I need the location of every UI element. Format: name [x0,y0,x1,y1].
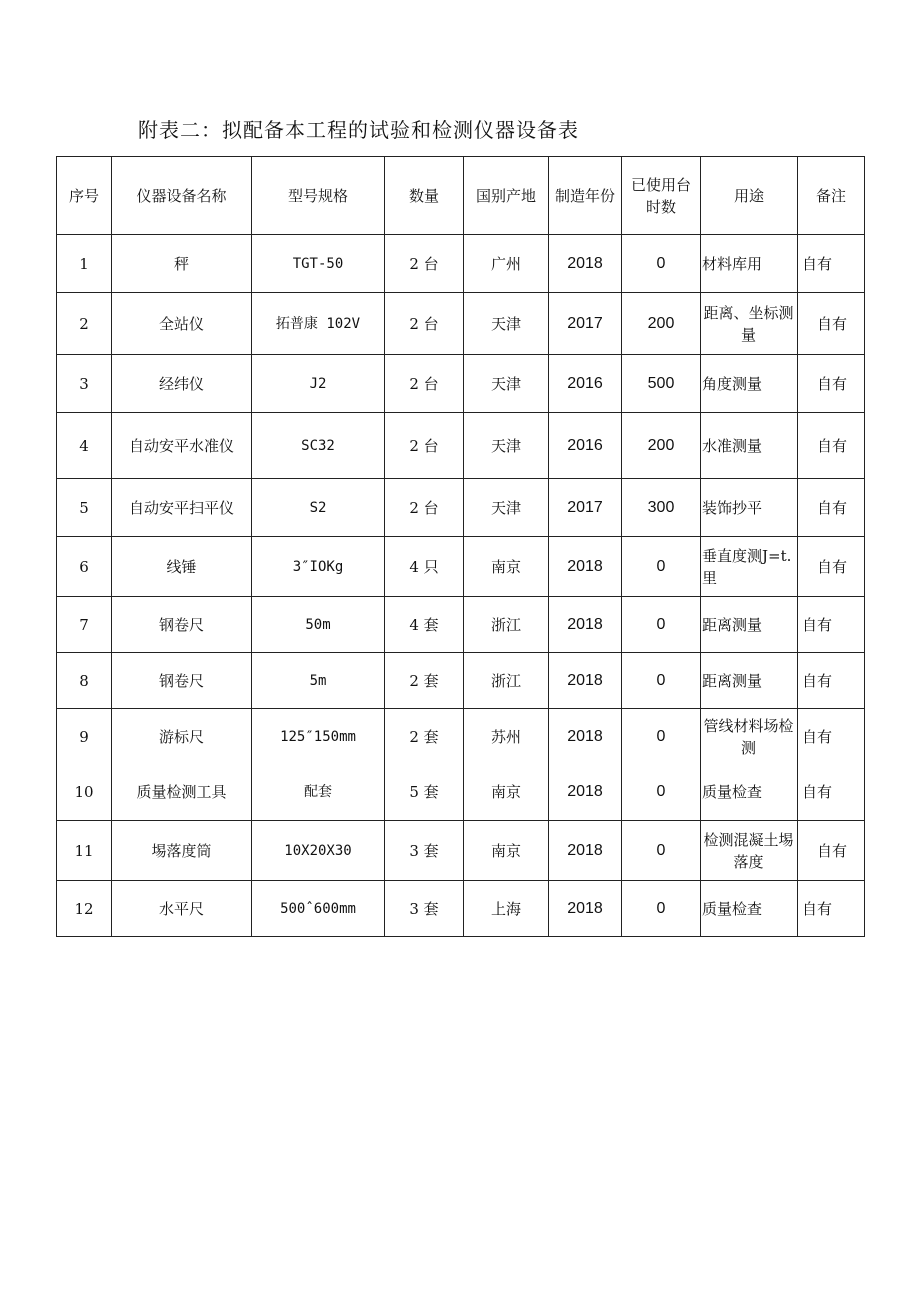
cell-year: 2016 [549,413,622,479]
cell-model: 配套 [252,765,385,821]
cell-qty: 4 套 [385,597,464,653]
cell-name: 钢卷尺 [112,597,252,653]
cell-model: SC32 [252,413,385,479]
cell-model: TGT-50 [252,235,385,293]
cell-year: 2016 [549,355,622,413]
table-row [57,821,865,881]
cell-qty: 4 只 [385,537,464,597]
cell-no: 1 [57,235,112,293]
cell-qty: 2 台 [385,235,464,293]
header-model: 型号规格 [252,157,385,235]
cell-year: 2018 [549,765,622,821]
cell-origin: 南京 [464,537,549,597]
cell-use: 水准测量 [701,413,798,479]
cell-qty: 2 台 [385,413,464,479]
cell-year: 2017 [549,293,622,355]
cell-use: 垂直度测J=t.里 [701,537,798,597]
cell-note: 自有 [798,537,865,597]
page-title: 附表二：拟配备本工程的试验和检测仪器设备表 [138,118,579,142]
cell-model: J2 [252,355,385,413]
table-row [57,293,865,355]
cell-year: 2018 [549,881,622,937]
cell-note: 自有 [798,235,865,293]
cell-year: 2018 [549,653,622,709]
cell-year: 2018 [549,597,622,653]
cell-use: 检测混凝土埸落度 [701,821,798,881]
table-row [57,709,865,765]
cell-use: 装饰抄平 [701,479,798,537]
cell-hours: 200 [622,413,701,479]
cell-note: 自有 [798,653,865,709]
cell-name: 自动安平水准仪 [112,413,252,479]
table-row [57,479,865,537]
cell-origin: 天津 [464,355,549,413]
cell-qty: 2 台 [385,293,464,355]
cell-name: 游标尺 [112,709,252,765]
header-year: 制造年份 [549,157,622,235]
cell-hours: 200 [622,293,701,355]
table-row [57,765,865,821]
cell-qty: 5 套 [385,765,464,821]
header-note: 备注 [798,157,865,235]
cell-origin: 南京 [464,821,549,881]
cell-hours: 0 [622,597,701,653]
table-row [57,537,865,597]
cell-hours: 0 [622,653,701,709]
cell-origin: 上海 [464,881,549,937]
cell-note: 自有 [798,413,865,479]
cell-origin: 广州 [464,235,549,293]
cell-hours: 0 [622,537,701,597]
table-row [57,653,865,709]
cell-hours: 0 [622,765,701,821]
cell-qty: 2 台 [385,479,464,537]
cell-origin: 浙江 [464,653,549,709]
cell-hours: 0 [622,709,701,765]
cell-use: 距离、坐标测量 [701,293,798,355]
cell-no: 2 [57,293,112,355]
cell-qty: 2 台 [385,355,464,413]
table-header-row [57,157,865,235]
cell-name: 全站仪 [112,293,252,355]
cell-hours: 0 [622,881,701,937]
cell-origin: 天津 [464,479,549,537]
cell-model: 3″IOKg [252,537,385,597]
cell-no: 9 [57,709,112,765]
header-use: 用途 [701,157,798,235]
cell-model: 125″150mm [252,709,385,765]
cell-no: 7 [57,597,112,653]
cell-year: 2018 [549,235,622,293]
table-row [57,881,865,937]
cell-year: 2018 [549,709,622,765]
cell-model: S2 [252,479,385,537]
cell-hours: 500 [622,355,701,413]
cell-use: 角度测量 [701,355,798,413]
cell-origin: 苏州 [464,709,549,765]
cell-no: 10 [57,765,112,821]
cell-hours: 300 [622,479,701,537]
cell-no: 6 [57,537,112,597]
cell-no: 4 [57,413,112,479]
cell-note: 自有 [798,881,865,937]
cell-qty: 2 套 [385,709,464,765]
cell-name: 质量检测工具 [112,765,252,821]
cell-model: 500ˆ600mm [252,881,385,937]
header-name: 仪器设备名称 [112,157,252,235]
cell-model: 50m [252,597,385,653]
cell-qty: 2 套 [385,653,464,709]
cell-note: 自有 [798,765,865,821]
cell-model: 5m [252,653,385,709]
cell-use: 质量检查 [701,881,798,937]
cell-year: 2018 [549,537,622,597]
cell-origin: 天津 [464,413,549,479]
cell-name: 埸落度筒 [112,821,252,881]
cell-use: 距离测量 [701,597,798,653]
cell-hours: 0 [622,821,701,881]
header-hours: 已使用台时数 [622,157,701,235]
cell-no: 5 [57,479,112,537]
cell-name: 钢卷尺 [112,653,252,709]
header-qty: 数量 [385,157,464,235]
cell-name: 水平尺 [112,881,252,937]
cell-qty: 3 套 [385,881,464,937]
cell-year: 2017 [549,479,622,537]
cell-origin: 天津 [464,293,549,355]
cell-note: 自有 [798,293,865,355]
cell-use: 质量检查 [701,765,798,821]
cell-name: 自动安平扫平仪 [112,479,252,537]
header-origin: 国别产地 [464,157,549,235]
table-row [57,355,865,413]
cell-no: 8 [57,653,112,709]
table-row [57,235,865,293]
cell-model: 拓普康 102V [252,293,385,355]
cell-no: 11 [57,821,112,881]
cell-note: 自有 [798,709,865,765]
cell-use: 管线材料场检测 [701,709,798,765]
cell-name: 秤 [112,235,252,293]
cell-qty: 3 套 [385,821,464,881]
cell-hours: 0 [622,235,701,293]
header-no: 序号 [57,157,112,235]
cell-origin: 南京 [464,765,549,821]
cell-note: 自有 [798,355,865,413]
table-row [57,597,865,653]
cell-note: 自有 [798,479,865,537]
cell-use: 距离测量 [701,653,798,709]
cell-note: 自有 [798,821,865,881]
cell-model: 10X20X30 [252,821,385,881]
equipment-table [56,156,865,937]
cell-name: 经纬仪 [112,355,252,413]
cell-name: 线锤 [112,537,252,597]
cell-use: 材料库用 [701,235,798,293]
cell-origin: 浙江 [464,597,549,653]
table-row [57,413,865,479]
cell-year: 2018 [549,821,622,881]
cell-no: 3 [57,355,112,413]
cell-note: 自有 [798,597,865,653]
cell-no: 12 [57,881,112,937]
